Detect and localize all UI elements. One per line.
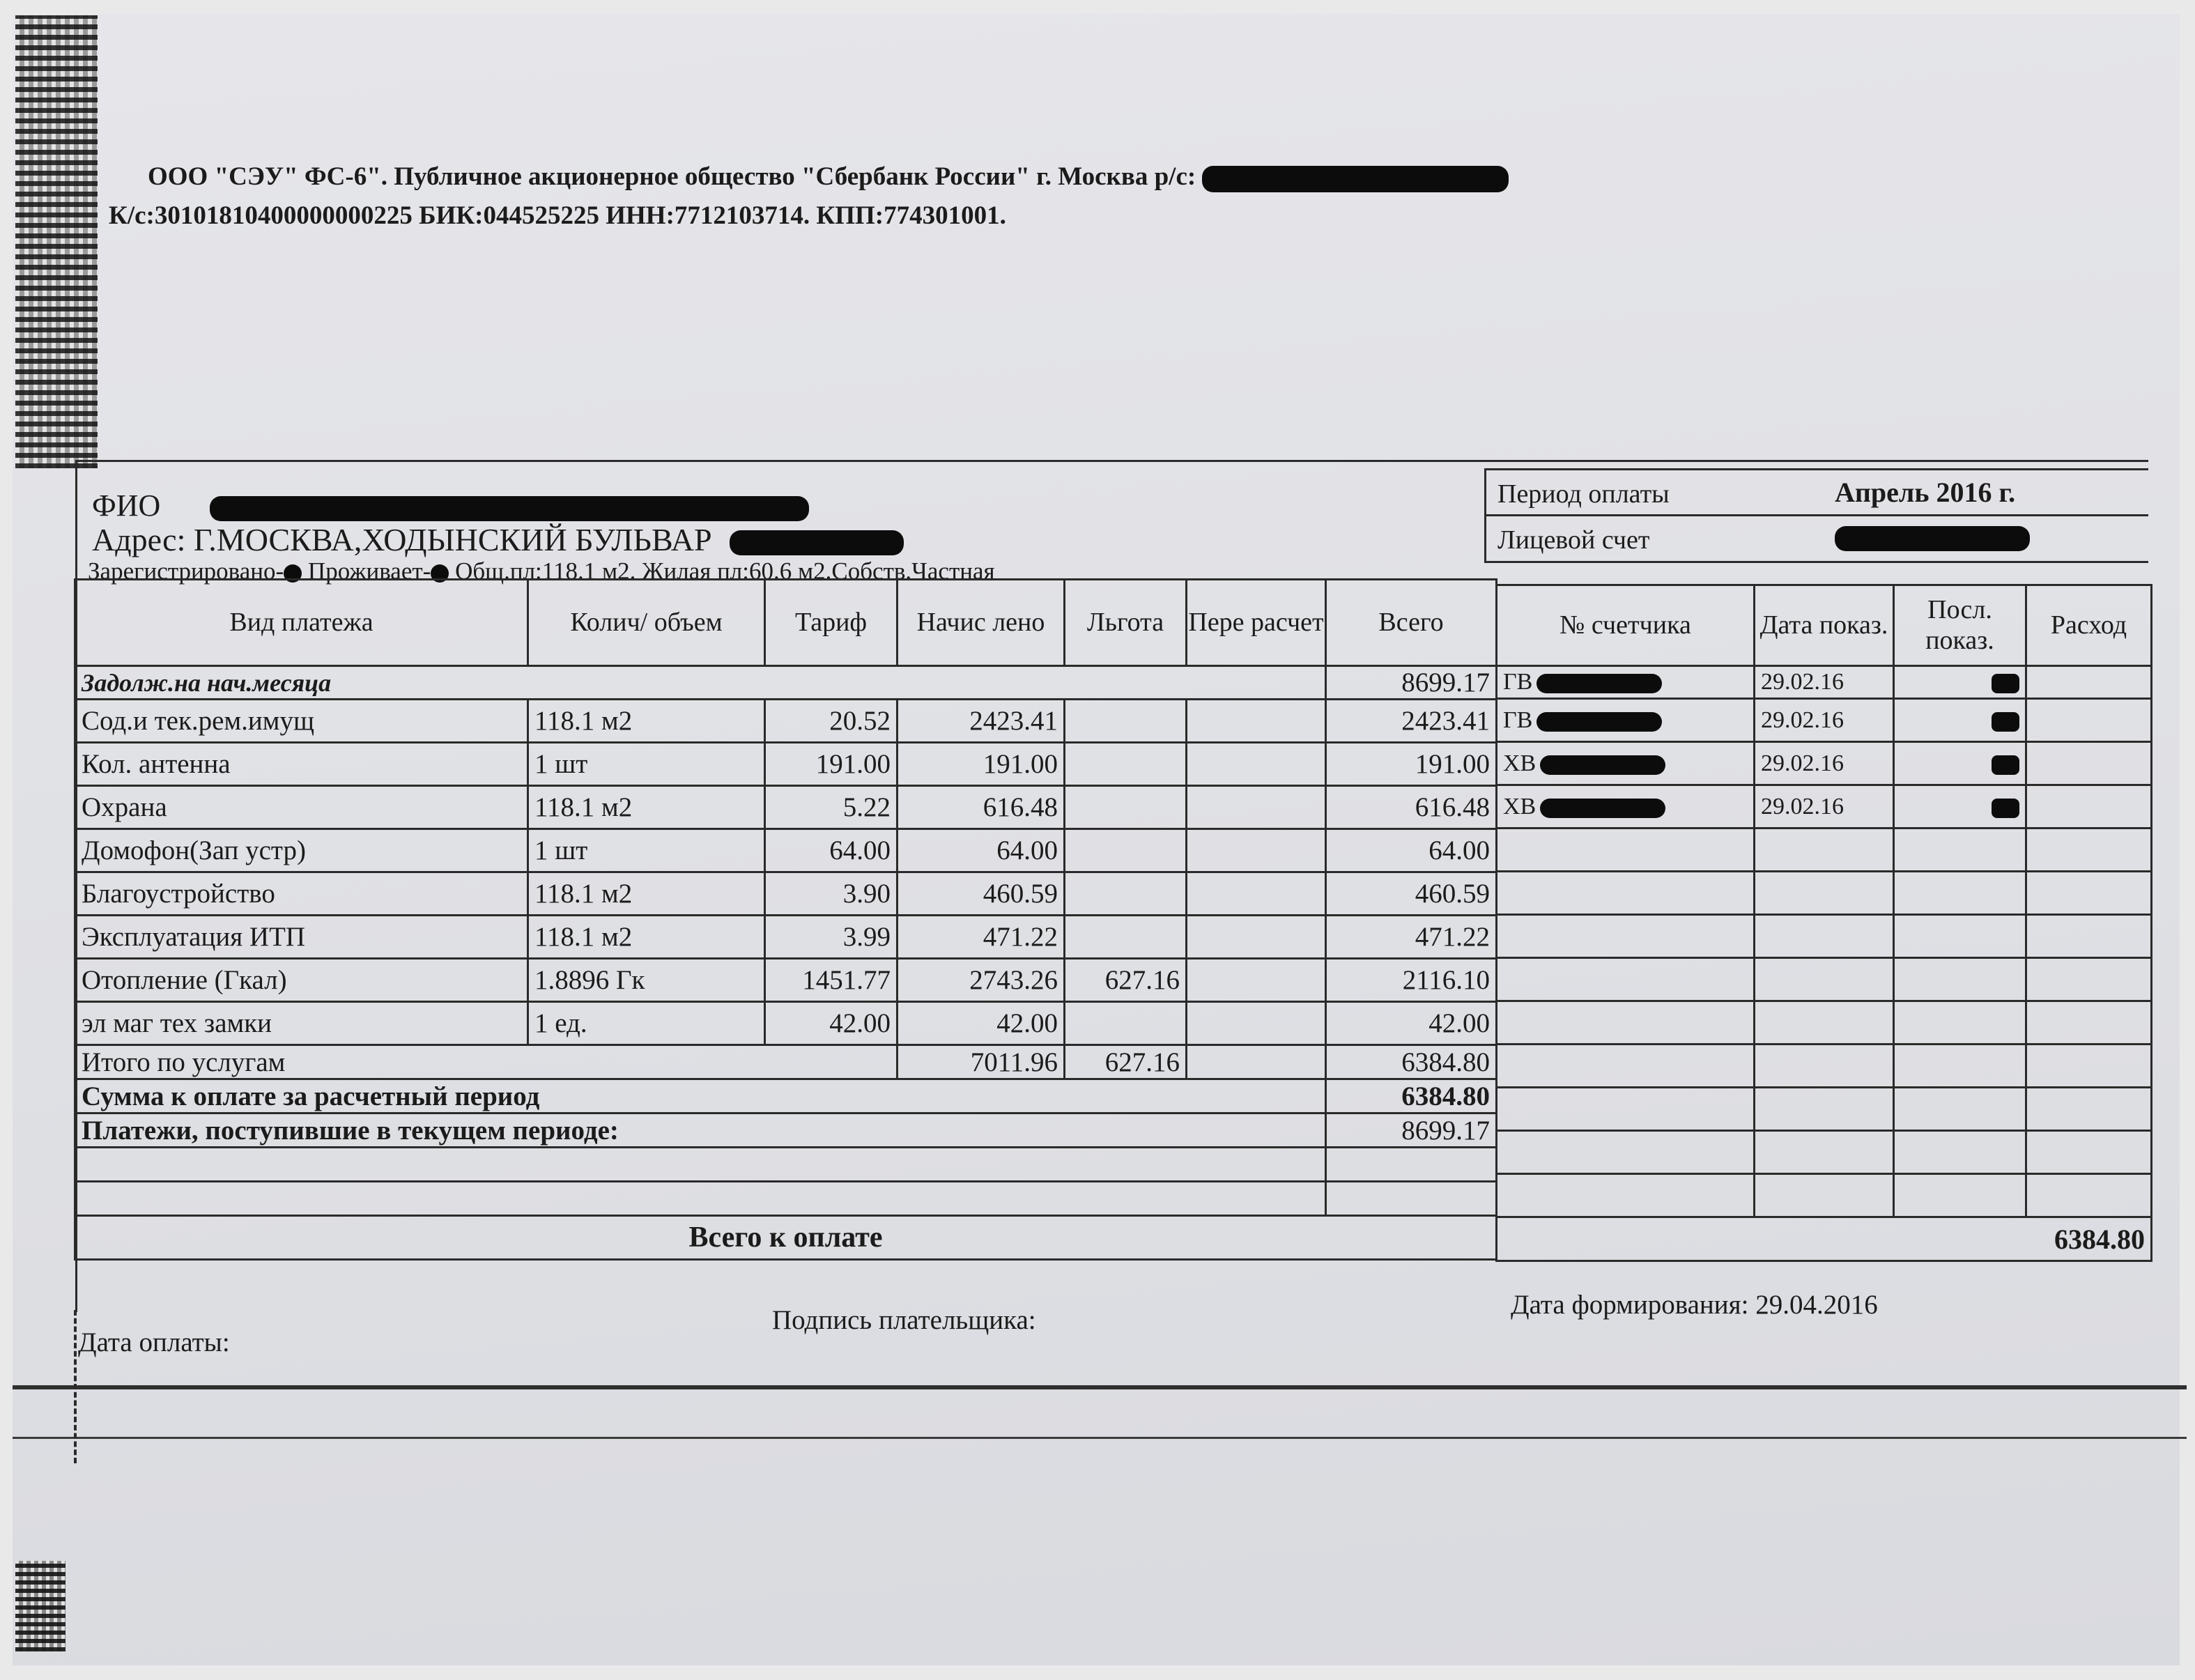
blank-cell — [1497, 1088, 1755, 1131]
payment-date-label: Дата оплаты: — [78, 1327, 230, 1357]
col-tariff: Тариф — [765, 580, 898, 666]
payments-row — [75, 1113, 1497, 1148]
service-qty: 1 ед. — [528, 1002, 765, 1045]
bank-details-text: ООО "СЭУ" ФС-6". Публичное акционерное общество "Сбербанк России" г. Москва р/с: — [148, 162, 1196, 191]
fio-row — [92, 488, 809, 523]
blank-cell — [1894, 1088, 2026, 1131]
service-tariff: 1451.77 — [765, 959, 898, 1002]
meter-reading-cell — [1894, 666, 2026, 699]
meter-row — [1497, 666, 2152, 699]
col-reading-date: Дата показ. — [1755, 585, 1894, 666]
payments-label: Платежи, поступившие в текущем периоде: — [75, 1113, 1326, 1148]
service-recalc — [1187, 700, 1326, 743]
service-qty: 118.1 м2 — [528, 700, 765, 743]
redacted-meter — [1536, 674, 1662, 693]
meter-id-cell — [1497, 699, 1755, 742]
service-benefit — [1065, 916, 1187, 959]
blank-row — [75, 1182, 1497, 1216]
meter-date: 29.02.16 — [1755, 785, 1894, 829]
blank-cell — [1894, 915, 2026, 958]
service-total: 2116.10 — [1326, 959, 1497, 1002]
qr-code — [15, 1561, 66, 1651]
period-sum-row — [75, 1079, 1497, 1113]
payments-value: 8699.17 — [1326, 1113, 1497, 1148]
service-benefit — [1065, 743, 1187, 786]
signature-label: Подпись плательщика: — [772, 1305, 1036, 1335]
service-tariff: 64.00 — [765, 829, 898, 872]
cut-line — [74, 1310, 77, 1463]
service-tariff: 20.52 — [765, 700, 898, 743]
redacted-reading — [1992, 799, 2019, 818]
redacted-meter — [1540, 799, 1665, 818]
service-qty: 1 шт — [528, 743, 765, 786]
meter-id: ГВ — [1503, 707, 1533, 733]
separator-line — [13, 1385, 2187, 1389]
service-name: Сод.и тек.рем.имущ — [75, 700, 528, 743]
col-consumption: Расход — [2026, 585, 2152, 666]
meter-blank-row — [1497, 1088, 2152, 1131]
service-row — [75, 700, 1497, 743]
meter-id-cell — [1497, 666, 1755, 699]
blank-cell — [2026, 958, 2152, 1001]
service-row — [75, 872, 1497, 916]
service-name: Отопление (Гкал) — [75, 959, 528, 1002]
redacted-account — [1202, 166, 1509, 192]
blank-cell — [1755, 1045, 1894, 1088]
blank-cell — [2026, 915, 2152, 958]
service-benefit: 627.16 — [1065, 959, 1187, 1002]
bank-details-line1 — [148, 162, 1509, 192]
blank-cell — [1755, 915, 1894, 958]
period-value: Апрель 2016 г. — [1835, 477, 2016, 508]
col-meter-number: № счетчика — [1497, 585, 1755, 666]
meter-blank-row — [1497, 829, 2152, 872]
area-info: Общ.пл:118.1 м2. Жилая пл:60.6 м2.Собств.Частная — [455, 557, 995, 585]
blank-cell — [2026, 829, 2152, 872]
col-payment-type: Вид платежа — [75, 580, 528, 666]
meter-id-cell — [1497, 742, 1755, 785]
redacted-reading — [1992, 712, 2019, 732]
meter-date: 29.02.16 — [1755, 666, 1894, 699]
service-row — [75, 829, 1497, 872]
blank-cell — [2026, 1174, 2152, 1217]
service-recalc — [1187, 916, 1326, 959]
blank-cell — [1894, 1131, 2026, 1174]
meter-consumption — [2026, 742, 2152, 785]
service-qty: 118.1 м2 — [528, 872, 765, 916]
period-label: Период оплаты — [1497, 479, 1670, 509]
blank-row — [75, 1148, 1497, 1182]
blank-cell — [1497, 1001, 1755, 1045]
blank-cell — [1894, 958, 2026, 1001]
service-benefit — [1065, 872, 1187, 916]
blank-cell — [1326, 1148, 1497, 1182]
debt-row — [75, 666, 1497, 700]
blank-cell — [1755, 829, 1894, 872]
meters-header-row — [1497, 585, 2152, 666]
blank-cell — [1755, 1088, 1894, 1131]
period-row — [1486, 470, 2148, 516]
redacted-account-number — [1835, 526, 2030, 551]
blank-cell — [1326, 1182, 1497, 1216]
service-total: 2423.41 — [1326, 700, 1497, 743]
service-tariff: 3.90 — [765, 872, 898, 916]
blank-cell — [1894, 1174, 2026, 1217]
service-charged: 2423.41 — [898, 700, 1065, 743]
grand-total-row — [75, 1216, 1497, 1260]
meter-blank-row — [1497, 872, 2152, 915]
service-recalc — [1187, 1002, 1326, 1045]
meter-row — [1497, 785, 2152, 829]
service-row — [75, 1002, 1497, 1045]
service-total: 460.59 — [1326, 872, 1497, 916]
service-total: 42.00 — [1326, 1002, 1497, 1045]
service-benefit — [1065, 786, 1187, 829]
meter-blank-row — [1497, 1001, 2152, 1045]
col-total: Всего — [1326, 580, 1497, 666]
service-qty: 1.8896 Гк — [528, 959, 765, 1002]
meter-consumption — [2026, 666, 2152, 699]
blank-cell — [1497, 1174, 1755, 1217]
meter-date: 29.02.16 — [1755, 699, 1894, 742]
account-label: Лицевой счет — [1497, 525, 1650, 555]
barcode-strip — [15, 15, 98, 468]
meters-table — [1495, 584, 2152, 1262]
account-row — [1486, 516, 2148, 560]
meter-consumption — [2026, 785, 2152, 829]
meter-id: ХВ — [1503, 750, 1536, 776]
address-row — [92, 521, 904, 558]
col-benefit: Льгота — [1065, 580, 1187, 666]
service-qty: 118.1 м2 — [528, 916, 765, 959]
blank-cell — [1755, 1131, 1894, 1174]
blank-cell — [75, 1182, 1326, 1216]
grand-total-value: 6384.80 — [1497, 1217, 2152, 1261]
redacted-meter — [1540, 755, 1665, 775]
blank-cell — [1497, 915, 1755, 958]
service-name: Домофон(Зап устр) — [75, 829, 528, 872]
meter-id-cell — [1497, 785, 1755, 829]
blank-cell — [1894, 1045, 2026, 1088]
service-recalc — [1187, 872, 1326, 916]
service-name: Охрана — [75, 786, 528, 829]
period-sum-value: 6384.80 — [1326, 1079, 1497, 1113]
col-last-reading: Посл. показ. — [1894, 585, 2026, 666]
blank-cell — [1755, 958, 1894, 1001]
service-recalc — [1187, 786, 1326, 829]
meter-blank-row — [1497, 1174, 2152, 1217]
blank-cell — [1894, 1001, 2026, 1045]
grand-total-label: Всего к оплате — [75, 1216, 1497, 1260]
services-total-label: Итого по услугам — [75, 1045, 898, 1079]
service-total: 191.00 — [1326, 743, 1497, 786]
blank-cell — [2026, 872, 2152, 915]
service-benefit — [1065, 1002, 1187, 1045]
redacted-meter — [1536, 712, 1662, 732]
meter-id: ГВ — [1503, 669, 1533, 695]
service-benefit — [1065, 700, 1187, 743]
debt-total: 8699.17 — [1326, 666, 1497, 700]
redacted-reading — [1992, 755, 2019, 775]
blank-cell — [1497, 1131, 1755, 1174]
service-name: Кол. антенна — [75, 743, 528, 786]
service-recalc — [1187, 959, 1326, 1002]
service-charged: 460.59 — [898, 872, 1065, 916]
blank-cell — [1894, 872, 2026, 915]
services-header-row — [75, 580, 1497, 666]
service-name: Эксплуатация ИТП — [75, 916, 528, 959]
blank-cell — [75, 1148, 1326, 1182]
services-table — [74, 578, 1497, 1261]
blank-cell — [2026, 1001, 2152, 1045]
blank-cell — [1894, 829, 2026, 872]
service-benefit — [1065, 829, 1187, 872]
service-charged: 42.00 — [898, 1002, 1065, 1045]
services-total-value: 6384.80 — [1326, 1045, 1497, 1079]
blank-cell — [2026, 1088, 2152, 1131]
service-row — [75, 959, 1497, 1002]
meter-blank-row — [1497, 915, 2152, 958]
blank-cell — [1497, 829, 1755, 872]
service-name: Благоустройство — [75, 872, 528, 916]
blank-cell — [1497, 1045, 1755, 1088]
col-recalc: Пере расчет — [1187, 580, 1326, 666]
redacted-address — [730, 530, 904, 555]
meter-consumption — [2026, 699, 2152, 742]
formation-date: Дата формирования: 29.04.2016 — [1511, 1290, 1878, 1320]
meter-total-row — [1497, 1217, 2152, 1261]
service-tariff: 42.00 — [765, 1002, 898, 1045]
service-row — [75, 743, 1497, 786]
service-charged: 64.00 — [898, 829, 1065, 872]
service-charged: 2743.26 — [898, 959, 1065, 1002]
fio-label: ФИО — [92, 488, 161, 523]
blank-cell — [1755, 1001, 1894, 1045]
redacted-name — [210, 496, 809, 521]
address-label: Адрес: Г.МОСКВА,ХОДЫНСКИЙ БУЛЬВАР — [92, 522, 712, 557]
col-charged: Начис лено — [898, 580, 1065, 666]
service-tariff: 191.00 — [765, 743, 898, 786]
service-tariff: 3.99 — [765, 916, 898, 959]
living-label: Проживает- — [307, 557, 431, 585]
meter-row — [1497, 699, 2152, 742]
meter-blank-row — [1497, 958, 2152, 1001]
services-total-row — [75, 1045, 1497, 1079]
meter-id: ХВ — [1503, 793, 1536, 819]
meter-reading-cell — [1894, 742, 2026, 785]
col-quantity: Колич/ объем — [528, 580, 765, 666]
service-total: 64.00 — [1326, 829, 1497, 872]
debt-label: Задолж.на нач.месяца — [75, 666, 1326, 700]
meter-blank-row — [1497, 1131, 2152, 1174]
blank-cell — [1755, 1174, 1894, 1217]
service-recalc — [1187, 743, 1326, 786]
blank-cell — [1497, 872, 1755, 915]
meter-date: 29.02.16 — [1755, 742, 1894, 785]
service-total: 471.22 — [1326, 916, 1497, 959]
meter-reading-cell — [1894, 699, 2026, 742]
period-box — [1484, 468, 2148, 563]
service-tariff: 5.22 — [765, 786, 898, 829]
service-total: 616.48 — [1326, 786, 1497, 829]
meter-row — [1497, 742, 2152, 785]
service-charged: 471.22 — [898, 916, 1065, 959]
service-row — [75, 786, 1497, 829]
services-total-benefit: 627.16 — [1065, 1045, 1187, 1079]
service-charged: 616.48 — [898, 786, 1065, 829]
bank-details-line2: К/с:30101810400000000225 БИК:044525225 ИНН:7712103714. КПП:774301001. — [109, 201, 1006, 230]
registered-label: Зарегистрировано- — [88, 557, 284, 585]
service-row — [75, 916, 1497, 959]
redacted-reading — [1992, 674, 2019, 693]
services-total-recalc — [1187, 1045, 1326, 1079]
blank-cell — [2026, 1131, 2152, 1174]
service-recalc — [1187, 829, 1326, 872]
service-name: эл маг тех замки — [75, 1002, 528, 1045]
service-charged: 191.00 — [898, 743, 1065, 786]
blank-cell — [1497, 958, 1755, 1001]
meter-reading-cell — [1894, 785, 2026, 829]
period-sum-label: Сумма к оплате за расчетный период — [75, 1079, 1326, 1113]
separator-line — [13, 1437, 2187, 1439]
blank-cell — [2026, 1045, 2152, 1088]
blank-cell — [1755, 872, 1894, 915]
meter-blank-row — [1497, 1045, 2152, 1088]
services-total-charged: 7011.96 — [898, 1045, 1065, 1079]
service-qty: 118.1 м2 — [528, 786, 765, 829]
service-qty: 1 шт — [528, 829, 765, 872]
